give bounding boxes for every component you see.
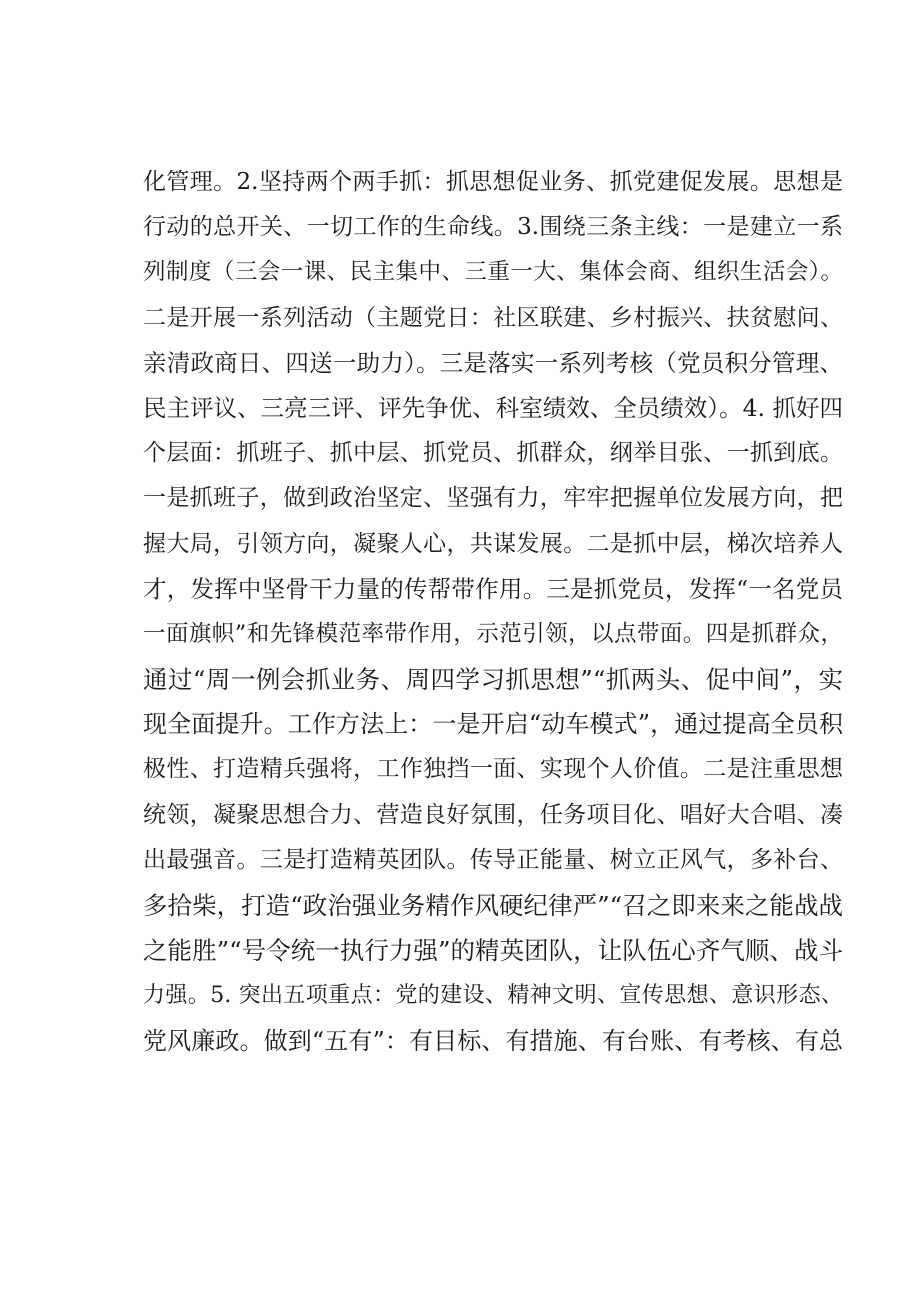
text-line: 现全面提升。工作方法上：一是开启“动车模式”，通过提高全员积 <box>143 710 843 739</box>
text-line: 民主评议、三亮三评、评先争优、科室绩效、全员绩效）。4. 抓好四 <box>143 393 843 422</box>
text-line: 一是抓班子，做到政治坚定、坚强有力，牢牢把握单位发展方向，把 <box>143 485 843 512</box>
text-line: 行动的总开关、一切工作的生命线。3.围绕三条主线：一是建立一系 <box>143 214 843 241</box>
text-line: 一面旗帜”和先锋模范率带作用，示范引领，以点带面。四是抓群众， <box>143 620 843 647</box>
text-line: 统领，凝聚思想合力、营造良好氛围，任务项目化、唱好大合唱、凑 <box>143 801 843 828</box>
text-line: 党风廉政。做到“五有”：有目标、有措施、有台账、有考核、有总 <box>143 1026 843 1055</box>
text-line: 握大局，引领方向，凝聚人心，共谋发展。二是抓中层，梯次培养人 <box>143 530 843 557</box>
text-line: 出最强音。三是打造精英团队。传导正能量、树立正风气，多补台、 <box>143 846 843 873</box>
text-line: 列制度（三会一课、民主集中、三重一大、集体会商、组织生活会）。 <box>143 259 843 286</box>
text-line: 才，发挥中坚骨干力量的传帮带作用。三是抓党员，发挥“一名党员 <box>143 574 843 603</box>
text-line: 化管理。2.坚持两个两手抓：抓思想促业务、抓党建促发展。思想是 <box>143 169 843 195</box>
text-line: 亲清政商日、四送一助力）。三是落实一系列考核（党员积分管理、 <box>143 348 843 377</box>
text-line: 之能胜”“号令统一执行力强”的精英团队，让队伍心齐气顺、战斗 <box>143 936 843 966</box>
text-line: 多拾柴，打造“政治强业务精作风硬纪律严”“召之即来来之能战战 <box>143 891 843 920</box>
text-line: 极性、打造精兵强将，工作独挡一面、实现个人价值。二是注重思想 <box>143 756 843 783</box>
text-line: 通过“周一例会抓业务、周四学习抓思想”“抓两头、促中间”，实 <box>143 665 843 695</box>
text-line: 力强。5. 突出五项重点：党的建设、精神文明、宣传思想、意识形态、 <box>143 983 843 1009</box>
text-line: 个层面：抓班子、抓中层、抓党员、抓群众，纲举目张、一抓到底。 <box>143 440 843 467</box>
text-line: 二是开展一系列活动（主题党日：社区联建、乡村振兴、扶贫慰问、 <box>143 304 843 331</box>
body-paragraph <box>143 160 843 1064</box>
